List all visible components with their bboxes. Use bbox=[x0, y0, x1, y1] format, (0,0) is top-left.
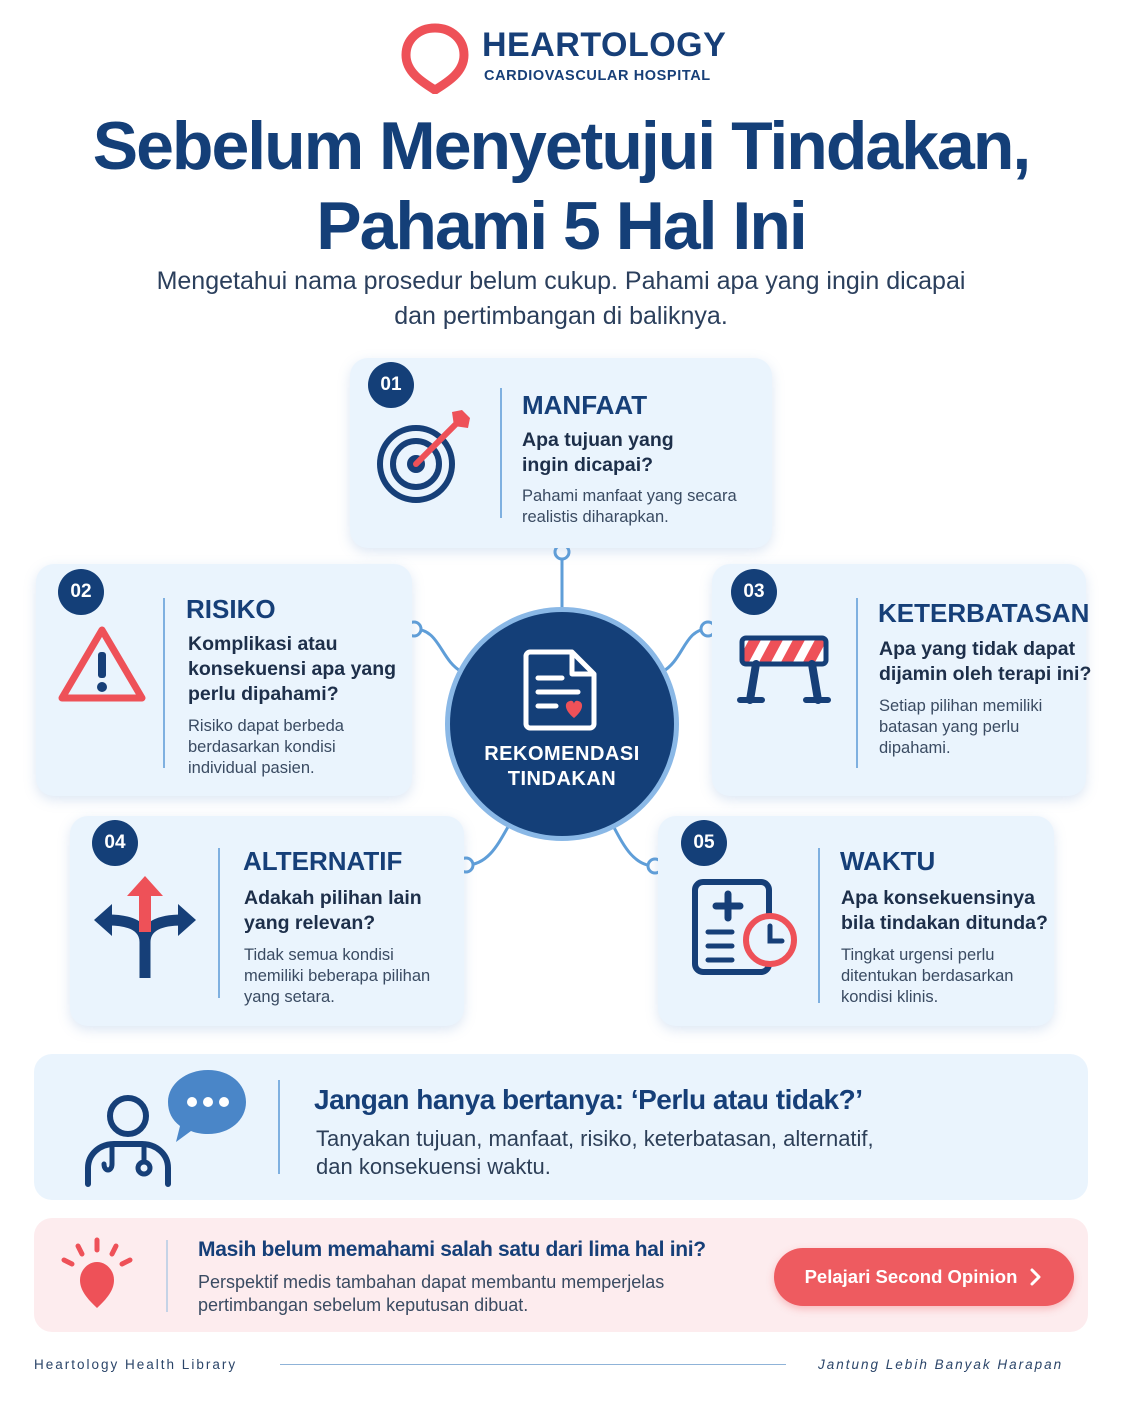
second-opinion-text-line: Perspektif medis tambahan dapat membantu memperjelas bbox=[198, 1272, 665, 1292]
card-description bbox=[522, 486, 737, 528]
document-heart-icon bbox=[522, 648, 604, 732]
target-icon bbox=[372, 404, 476, 504]
second-opinion-title: Masih belum memahami salah satu dari lima hal ini? bbox=[198, 1238, 706, 1261]
tip-text-line: Tanyakan tujuan, manfaat, risiko, keterbatasan, alternatif, bbox=[316, 1126, 874, 1151]
card-description-line: kondisi klinis. bbox=[841, 988, 939, 1006]
card-title: MANFAAT bbox=[522, 390, 648, 420]
card-description-line: berdasarkan kondisi bbox=[188, 738, 336, 756]
center-hub-line: TINDAKAN bbox=[507, 768, 617, 790]
card-description-line: Risiko dapat berbeda bbox=[188, 717, 344, 735]
card-description bbox=[188, 716, 344, 779]
card-divider bbox=[818, 848, 820, 1003]
page-title-line-2: Pahami 5 Hal Ini bbox=[316, 188, 806, 264]
card-title: ALTERNATIF bbox=[243, 846, 403, 876]
card-description-line: individual pasien. bbox=[188, 759, 315, 777]
card-divider bbox=[500, 388, 502, 518]
card-question-line: Adakah pilihan lain bbox=[244, 887, 422, 909]
card-question bbox=[244, 886, 422, 936]
second-opinion-divider bbox=[166, 1240, 168, 1312]
brand-subtitle: CARDIOVASCULAR HOSPITAL bbox=[484, 68, 711, 84]
center-hub-line: REKOMENDASI bbox=[484, 743, 640, 765]
brand-name: HEARTOLOGY bbox=[482, 26, 727, 64]
card-description bbox=[841, 945, 1013, 1008]
card-question-line: ingin dicapai? bbox=[522, 454, 654, 476]
split-arrows-icon bbox=[90, 874, 200, 978]
card-description-line: ditentukan berdasarkan bbox=[841, 967, 1014, 985]
card-question bbox=[841, 886, 1048, 936]
center-hub-label bbox=[450, 742, 674, 792]
second-opinion-button[interactable] bbox=[774, 1248, 1074, 1306]
card-question bbox=[879, 637, 1091, 687]
card-question-line: konsekuensi apa yang bbox=[188, 658, 397, 680]
card-question bbox=[188, 632, 396, 707]
card-question-line: Apa konsekuensinya bbox=[841, 887, 1035, 909]
card-description-line: Tingkat urgensi perlu bbox=[841, 946, 995, 964]
card-number-badge: 02 bbox=[58, 569, 104, 615]
card-description-line: Setiap pilihan memiliki bbox=[879, 697, 1043, 715]
footer-library-name: Heartology Health Library bbox=[34, 1357, 238, 1372]
warning-icon bbox=[56, 624, 148, 706]
card-title: WAKTU bbox=[840, 846, 936, 876]
card-description-line: dipahami. bbox=[879, 739, 951, 757]
card-description-line: Pahami manfaat yang secara bbox=[522, 487, 737, 505]
card-question-line: yang relevan? bbox=[244, 912, 376, 934]
card-question-line: Apa tujuan yang bbox=[522, 429, 674, 451]
card-description bbox=[879, 696, 1042, 759]
card-description-line: realistis diharapkan. bbox=[522, 508, 669, 526]
card-description-line: memiliki beberapa pilihan bbox=[244, 967, 431, 985]
footer-tagline: Jantung Lebih Banyak Harapan bbox=[818, 1357, 1064, 1372]
card-description bbox=[244, 945, 430, 1008]
card-question bbox=[522, 428, 674, 478]
card-question-line: Komplikasi atau bbox=[188, 633, 338, 655]
card-title: KETERBATASAN bbox=[878, 598, 1090, 628]
lightbulb-icon bbox=[58, 1236, 136, 1316]
card-number-badge: 04 bbox=[92, 820, 138, 866]
page-subtitle-line-1: Mengetahui nama prosedur belum cukup. Pahami apa yang ingin dicapai bbox=[156, 267, 966, 295]
card-question-line: dijamin oleh terapi ini? bbox=[879, 663, 1092, 685]
card-number-badge: 05 bbox=[681, 820, 727, 866]
card-divider bbox=[218, 848, 220, 998]
doctor-chat-icon bbox=[80, 1064, 250, 1188]
tip-title: Jangan hanya bertanya: ‘Perlu atau tidak?’ bbox=[314, 1084, 863, 1115]
card-question-line: Apa yang tidak dapat bbox=[879, 638, 1076, 660]
card-title: RISIKO bbox=[186, 594, 276, 624]
card-question-line: perlu dipahami? bbox=[188, 683, 339, 705]
tip-text-line: dan konsekuensi waktu. bbox=[316, 1154, 551, 1179]
second-opinion-text bbox=[198, 1271, 758, 1317]
card-question-line: bila tindakan ditunda? bbox=[841, 912, 1048, 934]
card-divider bbox=[856, 598, 858, 768]
medical-clock-icon bbox=[690, 878, 802, 978]
card-description-line: yang setara. bbox=[244, 988, 335, 1006]
barrier-icon bbox=[736, 632, 832, 704]
card-description-line: Tidak semua kondisi bbox=[244, 946, 394, 964]
card-description-line: batasan yang perlu bbox=[879, 718, 1020, 736]
footer-divider bbox=[280, 1364, 786, 1365]
tip-text bbox=[316, 1125, 996, 1181]
card-number-badge: 01 bbox=[368, 362, 414, 408]
page-subtitle-line-2: dan pertimbangan di baliknya. bbox=[394, 302, 728, 330]
card-divider bbox=[163, 598, 165, 768]
page-title-line-1: Sebelum Menyetujui Tindakan, bbox=[92, 108, 1030, 184]
card-number-badge: 03 bbox=[731, 569, 777, 615]
second-opinion-button-label: Pelajari Second Opinion bbox=[804, 1266, 1018, 1287]
tip-divider bbox=[278, 1080, 280, 1174]
chevron-right-icon bbox=[1029, 1268, 1043, 1286]
second-opinion-text-line: pertimbangan sebelum keputusan dibuat. bbox=[198, 1295, 529, 1315]
